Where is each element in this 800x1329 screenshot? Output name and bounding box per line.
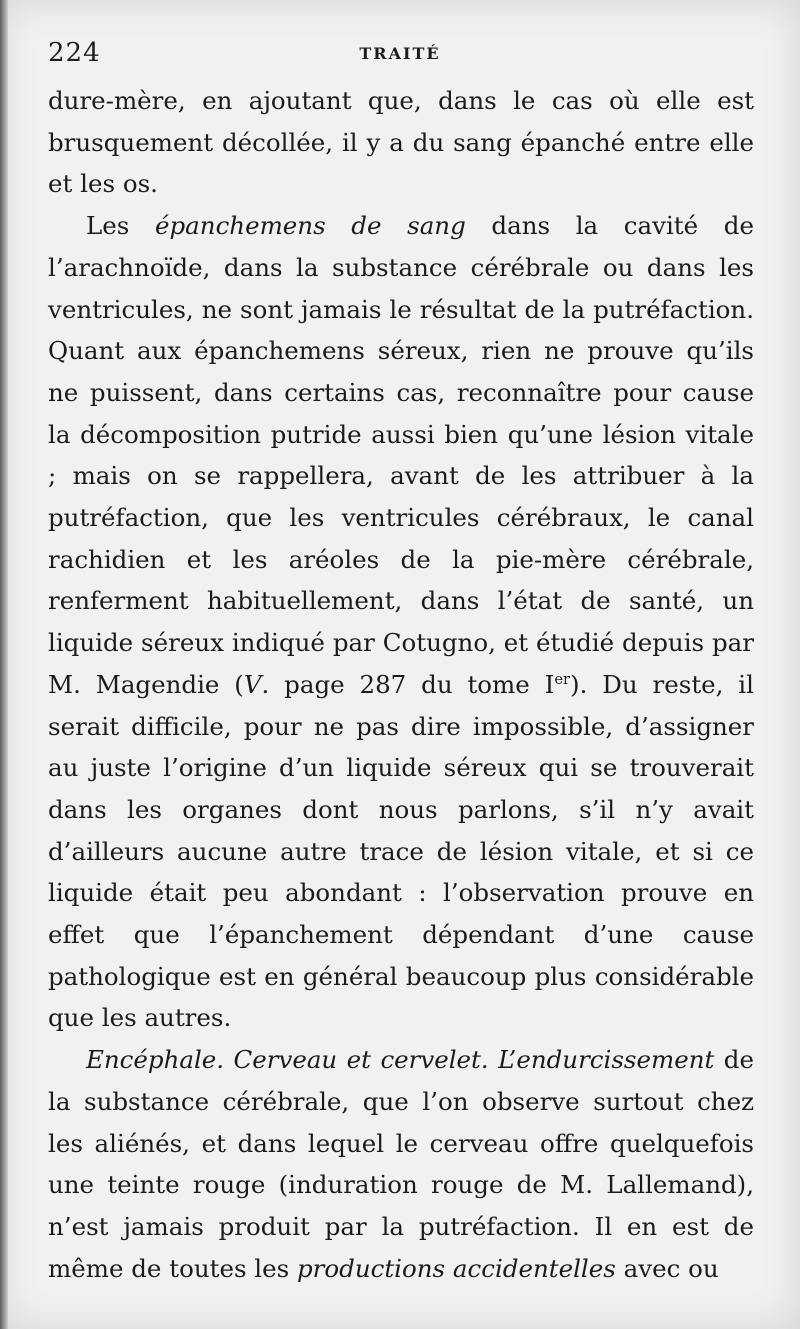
paragraph	[48, 80, 754, 205]
paragraph	[48, 205, 754, 1039]
paragraph	[48, 1039, 754, 1289]
text-segment: ). Du reste, il serait difficile, pour ne pas dire impossible, d’assigner au juste l’origine d’un liquide séreux qui se trouverait dans les organes dont nous parlons, s’il n’y avait d’ailleurs aucune autre trace de lésion vitale, et si ce liquide était peu abondant : l’observation prouve en effet que l’épanchement dépendant d’une cause pathologique est en général beaucoup plus considérable que les autres.	[48, 669, 754, 1033]
italic-text: productions accidentelles	[297, 1253, 616, 1283]
text-segment	[489, 1045, 498, 1074]
text-segment: avec ou	[615, 1253, 719, 1283]
italic-text: L’endurcissement	[498, 1045, 715, 1075]
text-segment: de la substance cérébrale, que l’on observe surtout chez les aliénés, et dans lequel le cerveau offre quelquefois une teinte rouge (induration rouge de M. Lallemand), n’est jamais produit par la putréfaction. Il en est de même de toutes les	[48, 1045, 754, 1283]
italic-text: épanchemens de sang	[155, 211, 466, 241]
text-segment: dans la cavité de l’arachnoïde, dans la substance cérébrale ou dans les ventricules, ne sont jamais le résultat de la putréfaction. Quant aux épanchemens séreux, rien ne prouve qu’ils ne puissent, dans certains cas, reconnaître pour cause la décomposition putride aussi bien qu’une lésion vitale ; mais on se rappellera, avant de les attribuer à la putréfaction, que les ventricules cérébraux, le canal rachidien et les aréoles de la pie-mère cérébrale, renferment habituellement, dans l’état de santé, un liquide séreux indiqué par Cotugno, et étudié depuis par M. Magendie (	[48, 211, 754, 699]
italic-text: V	[243, 669, 262, 699]
text-segment: Les	[86, 211, 155, 241]
page-header	[48, 36, 752, 76]
text-segment: dure-mère, en ajoutant que, dans le cas où elle est brusquement décollée, il y a du sang épanché entre elle et les os.	[48, 86, 754, 199]
page-binding-edge	[0, 0, 8, 1329]
page-number: 224	[48, 38, 101, 68]
italic-text: Encéphale. Cerveau et cervelet.	[86, 1045, 489, 1075]
text-segment: er	[554, 670, 571, 688]
running-title: TRAITÉ	[359, 44, 441, 63]
text-segment: . page 287 du tome I	[261, 669, 555, 699]
body-text	[48, 80, 754, 1289]
